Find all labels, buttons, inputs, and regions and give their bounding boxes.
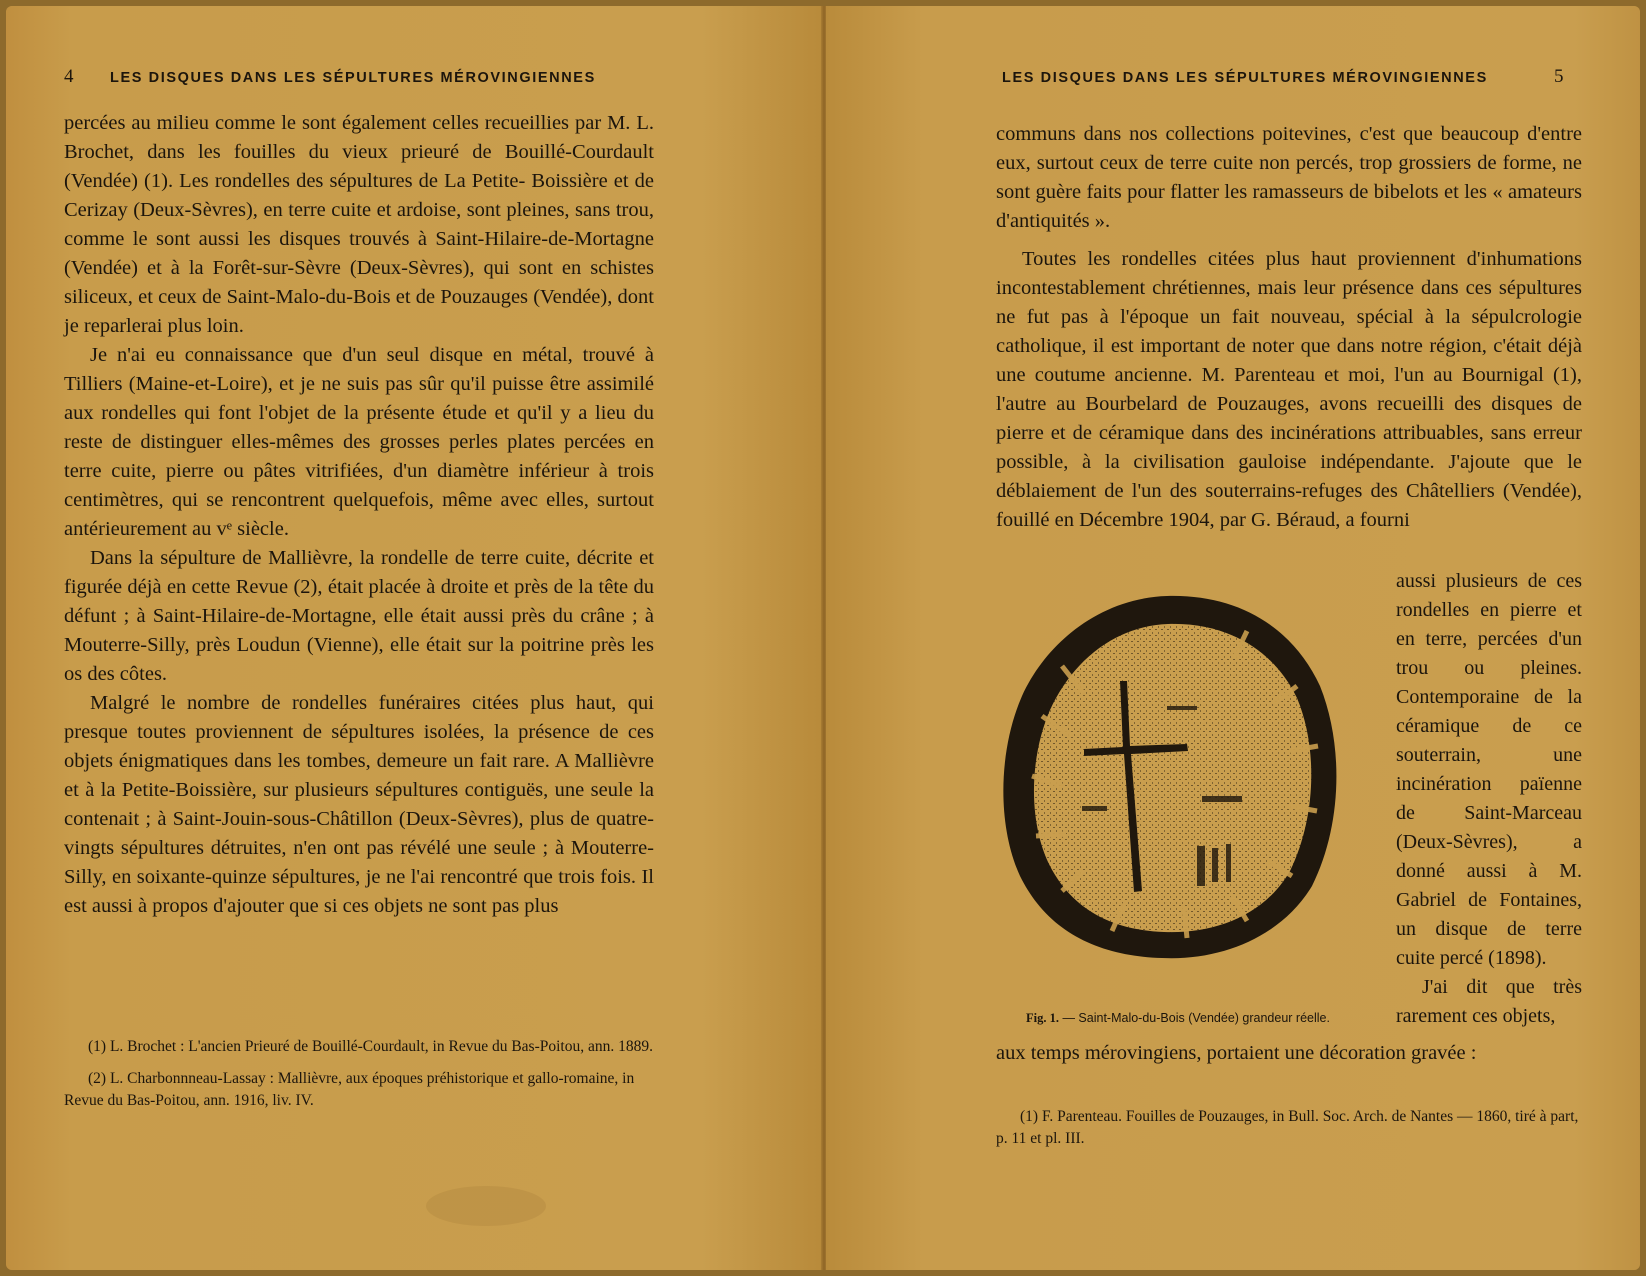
paragraph: communs dans nos collections poitevines, c'est que beaucoup d'entre eux, surtout ceux de terre cuite non percés, trop grossiers de forme, ne sont guère faits pour flatter les ramasseurs de bibelots et les « amateurs d'antiquités ». [996, 123, 1582, 232]
book-spread [6, 6, 1640, 1270]
body-text [996, 120, 1582, 535]
paragraph: Je n'ai eu connaissance que d'un seul disque en métal, trouvé à Tilliers (Maine-et-Loire), et je ne suis pas sûr qu'il puisse être assimilé aux rondelles qui font l'objet de la présente étude et qu'il y a lieu du reste de distinguer elles-mêmes des grosses perles plates percées en terre cuite, pierre ou pâtes vitrifiées, d'un diamètre inférieur à trois centimètres, qui se rencontrent quelquefois, même avec elles, surtout antérieurement au vᵉ siècle. [64, 344, 654, 540]
figure-label: Fig. 1. [1026, 1011, 1059, 1025]
figure-caption-text: — Saint-Malo-du-Bois (Vendée) grandeur réelle. [1058, 1011, 1330, 1025]
footnote: (1) L. Brochet : L'ancien Prieuré de Bouillé-Courdault, in Revue du Bas-Poitou, ann. 1889. [88, 1038, 653, 1055]
page-number: 4 [64, 66, 74, 87]
side-column-text [1396, 567, 1582, 1031]
paragraph: Malgré le nombre de rondelles funéraires citées plus haut, qui presque toutes proviennent de sépultures isolées, la présence de ces objets énigmatiques dans les tombes, demeure un fait rare. A Mallièvre et à la Petite-Boissière, sur plusieurs sépultures contiguës, une seule la contenait ; à Saint-Jouin-sous-Châtillon (Deux-Sèvres), plus de quatre-vingts sépultures détruites, n'en ont pas révélé une seule ; à Mouterre-Silly, en soixante-quinze sépultures, je ne l'ai rencontré que trois fois. Il est aussi à propos d'ajouter que si ces objets ne sont pas plus [64, 692, 654, 917]
body-text-continuation: aux temps mérovingiens, portaient une décoration gravée : [996, 1042, 1477, 1064]
paragraph: aussi plusieurs de ces rondelles en pierre et en terre, percées d'un trou ou pleines. Contemporaine de la céramique de ce souterrain, une incinération païenne de Saint-Marceau (Deux-Sèvres), a donné aussi à M. Gabriel de Fontaines, un disque de terre cuite percé (1898). [1396, 570, 1582, 969]
body-text [64, 109, 654, 921]
paragraph: Toutes les rondelles citées plus haut proviennent d'inhumations incontestablement chrétiennes, mais leur présence dans ces sépultures ne fut pas à l'époque un fait nouveau, spécial à la sépulcrologie catholique, il est important de noter que dans notre région, c'était déjà une coutume ancienne. M. Parenteau et moi, l'un au Bournigal (1), l'autre au Bourbelard de Pouzauges, avons recueilli des disques de pierre et de céramique dans des incinérations attribuables, sans erreur possible, à la civilisation gauloise indépendante. J'ajoute que le déblaiement de l'un des souterrains-refuges des Châtelliers (Vendée), fouillé en Décembre 1904, par G. Béraud, a fourni [996, 248, 1582, 531]
right-page [826, 6, 1640, 1270]
figure-caption [1026, 1011, 1330, 1026]
footnote: (2) L. Charbonnneau-Lassay : Mallièvre, aux époques préhistorique et gallo-romaine, in Revue du Bas-Poitou, ann. 1916, liv. IV. [64, 1070, 635, 1109]
paragraph: percées au milieu comme le sont également celles recueillies par M. L. Brochet, dans les fouilles du vieux prieuré de Bouillé-Courdault (Vendée) (1). Les rondelles des sépultures de La Petite- Boissière et de Cerizay (Deux-Sèvres), en terre cuite et ardoise, sont pleines, sans trou, comme le sont aussi les disques trouvés à Saint-Hilaire-de-Mortagne (Vendée) et à la Forêt-sur-Sèvre (Deux-Sèvres), qui sont en schistes siliceux, et ceux de Saint-Malo-du-Bois et de Pouzauges (Vendée), dont je reparlerai plus loin. [64, 112, 654, 337]
running-head: LES DISQUES DANS LES SÉPULTURES MÉROVINGIENNES [1002, 70, 1488, 86]
footnotes [64, 1036, 654, 1122]
paragraph: J'ai dit que très rarement ces objets, [1396, 976, 1582, 1027]
footnote: (1) F. Parenteau. Fouilles de Pouzauges, in Bull. Soc. Arch. de Nantes — 1860, tiré à part, p. 11 et pl. III. [996, 1108, 1579, 1147]
disc-figure [992, 586, 1347, 966]
footnotes [996, 1106, 1582, 1160]
left-page [6, 6, 824, 1270]
running-head: LES DISQUES DANS LES SÉPULTURES MÉROVINGIENNES [110, 70, 596, 86]
page-number: 5 [1554, 66, 1564, 87]
paragraph: Dans la sépulture de Mallièvre, la rondelle de terre cuite, décrite et figurée déjà en cette Revue (2), était placée à droite et près de la tête du défunt ; à Saint-Hilaire-de-Mortagne, elle était aussi près du crâne ; à Mouterre-Silly, près Loudun (Vienne), elle était sur la poitrine près les os des côtes. [64, 547, 654, 685]
